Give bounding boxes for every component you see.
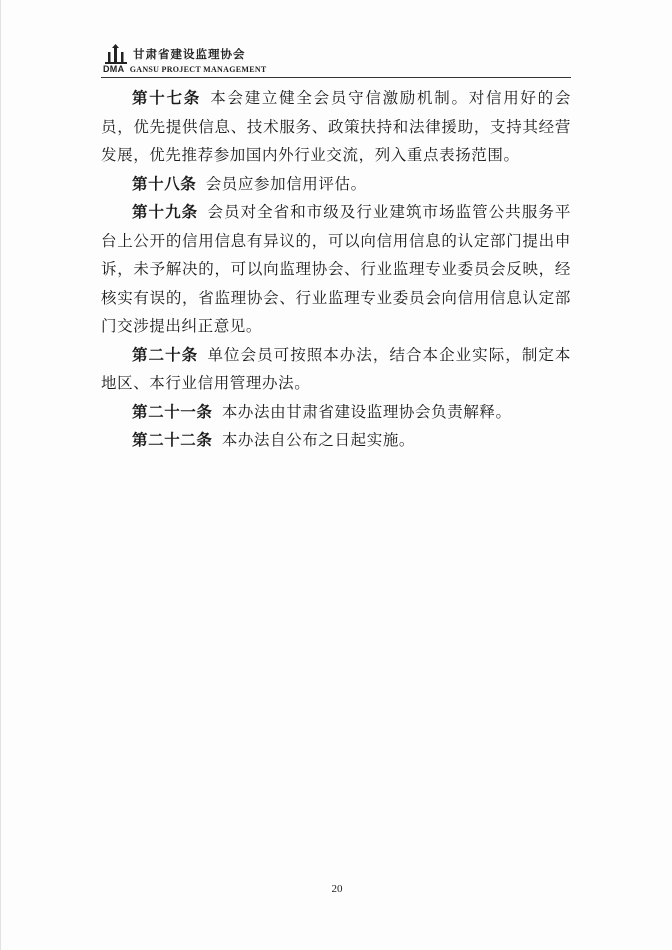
article-22	[101, 426, 571, 455]
org-name-en: GANSU PROJECT MANAGEMENT	[129, 65, 267, 74]
article-text: 本办法由甘肃省建设监理协会负责解释。	[221, 402, 512, 421]
article-list	[101, 84, 571, 455]
article-21	[101, 398, 571, 427]
article-17	[101, 84, 571, 170]
page-number: 20	[331, 883, 343, 895]
article-number: 第十八条	[132, 173, 197, 193]
logo-letters: DMA	[103, 64, 125, 74]
article-19	[101, 198, 571, 341]
article-text: 本办法自公布之日起实施。	[221, 431, 416, 449]
page-header	[101, 44, 571, 76]
article-number: 第十九条	[132, 202, 199, 221]
header-divider	[101, 77, 571, 78]
article-20	[101, 341, 571, 398]
org-name-en-line	[103, 64, 267, 74]
article-number: 第二十条	[132, 344, 199, 364]
article-text: 会员对全省和市级及行业建筑市场监管公共服务平台上公开的信用信息有异议的，可以向信用信息的认定部门提出申诉，未予解决的，可以向监理协会、行业监理专业委员会反映，经核实有误的，省监理协会、行业监理专业委员会向信用信息认定部门交涉提出纠正意见。	[101, 203, 572, 335]
article-text: 本会建立健全会员守信激励机制。对信用好的会员，优先提供信息、技术服务、政策扶持和法律援助，支持其经营发展，优先推荐参加国内外行业交流，列入重点表扬范围。	[101, 89, 571, 164]
article-text: 单位会员可按照本办法，结合本企业实际，制定本地区、本行业信用管理办法。	[101, 345, 572, 392]
org-name-cn: 甘肃省建设监理协会	[133, 47, 246, 61]
article-18	[101, 170, 571, 199]
article-text: 会员应参加信用评估。	[205, 174, 367, 193]
article-number: 第十七条	[132, 88, 201, 107]
article-number: 第二十二条	[132, 430, 213, 449]
article-number: 第二十一条	[132, 401, 213, 421]
